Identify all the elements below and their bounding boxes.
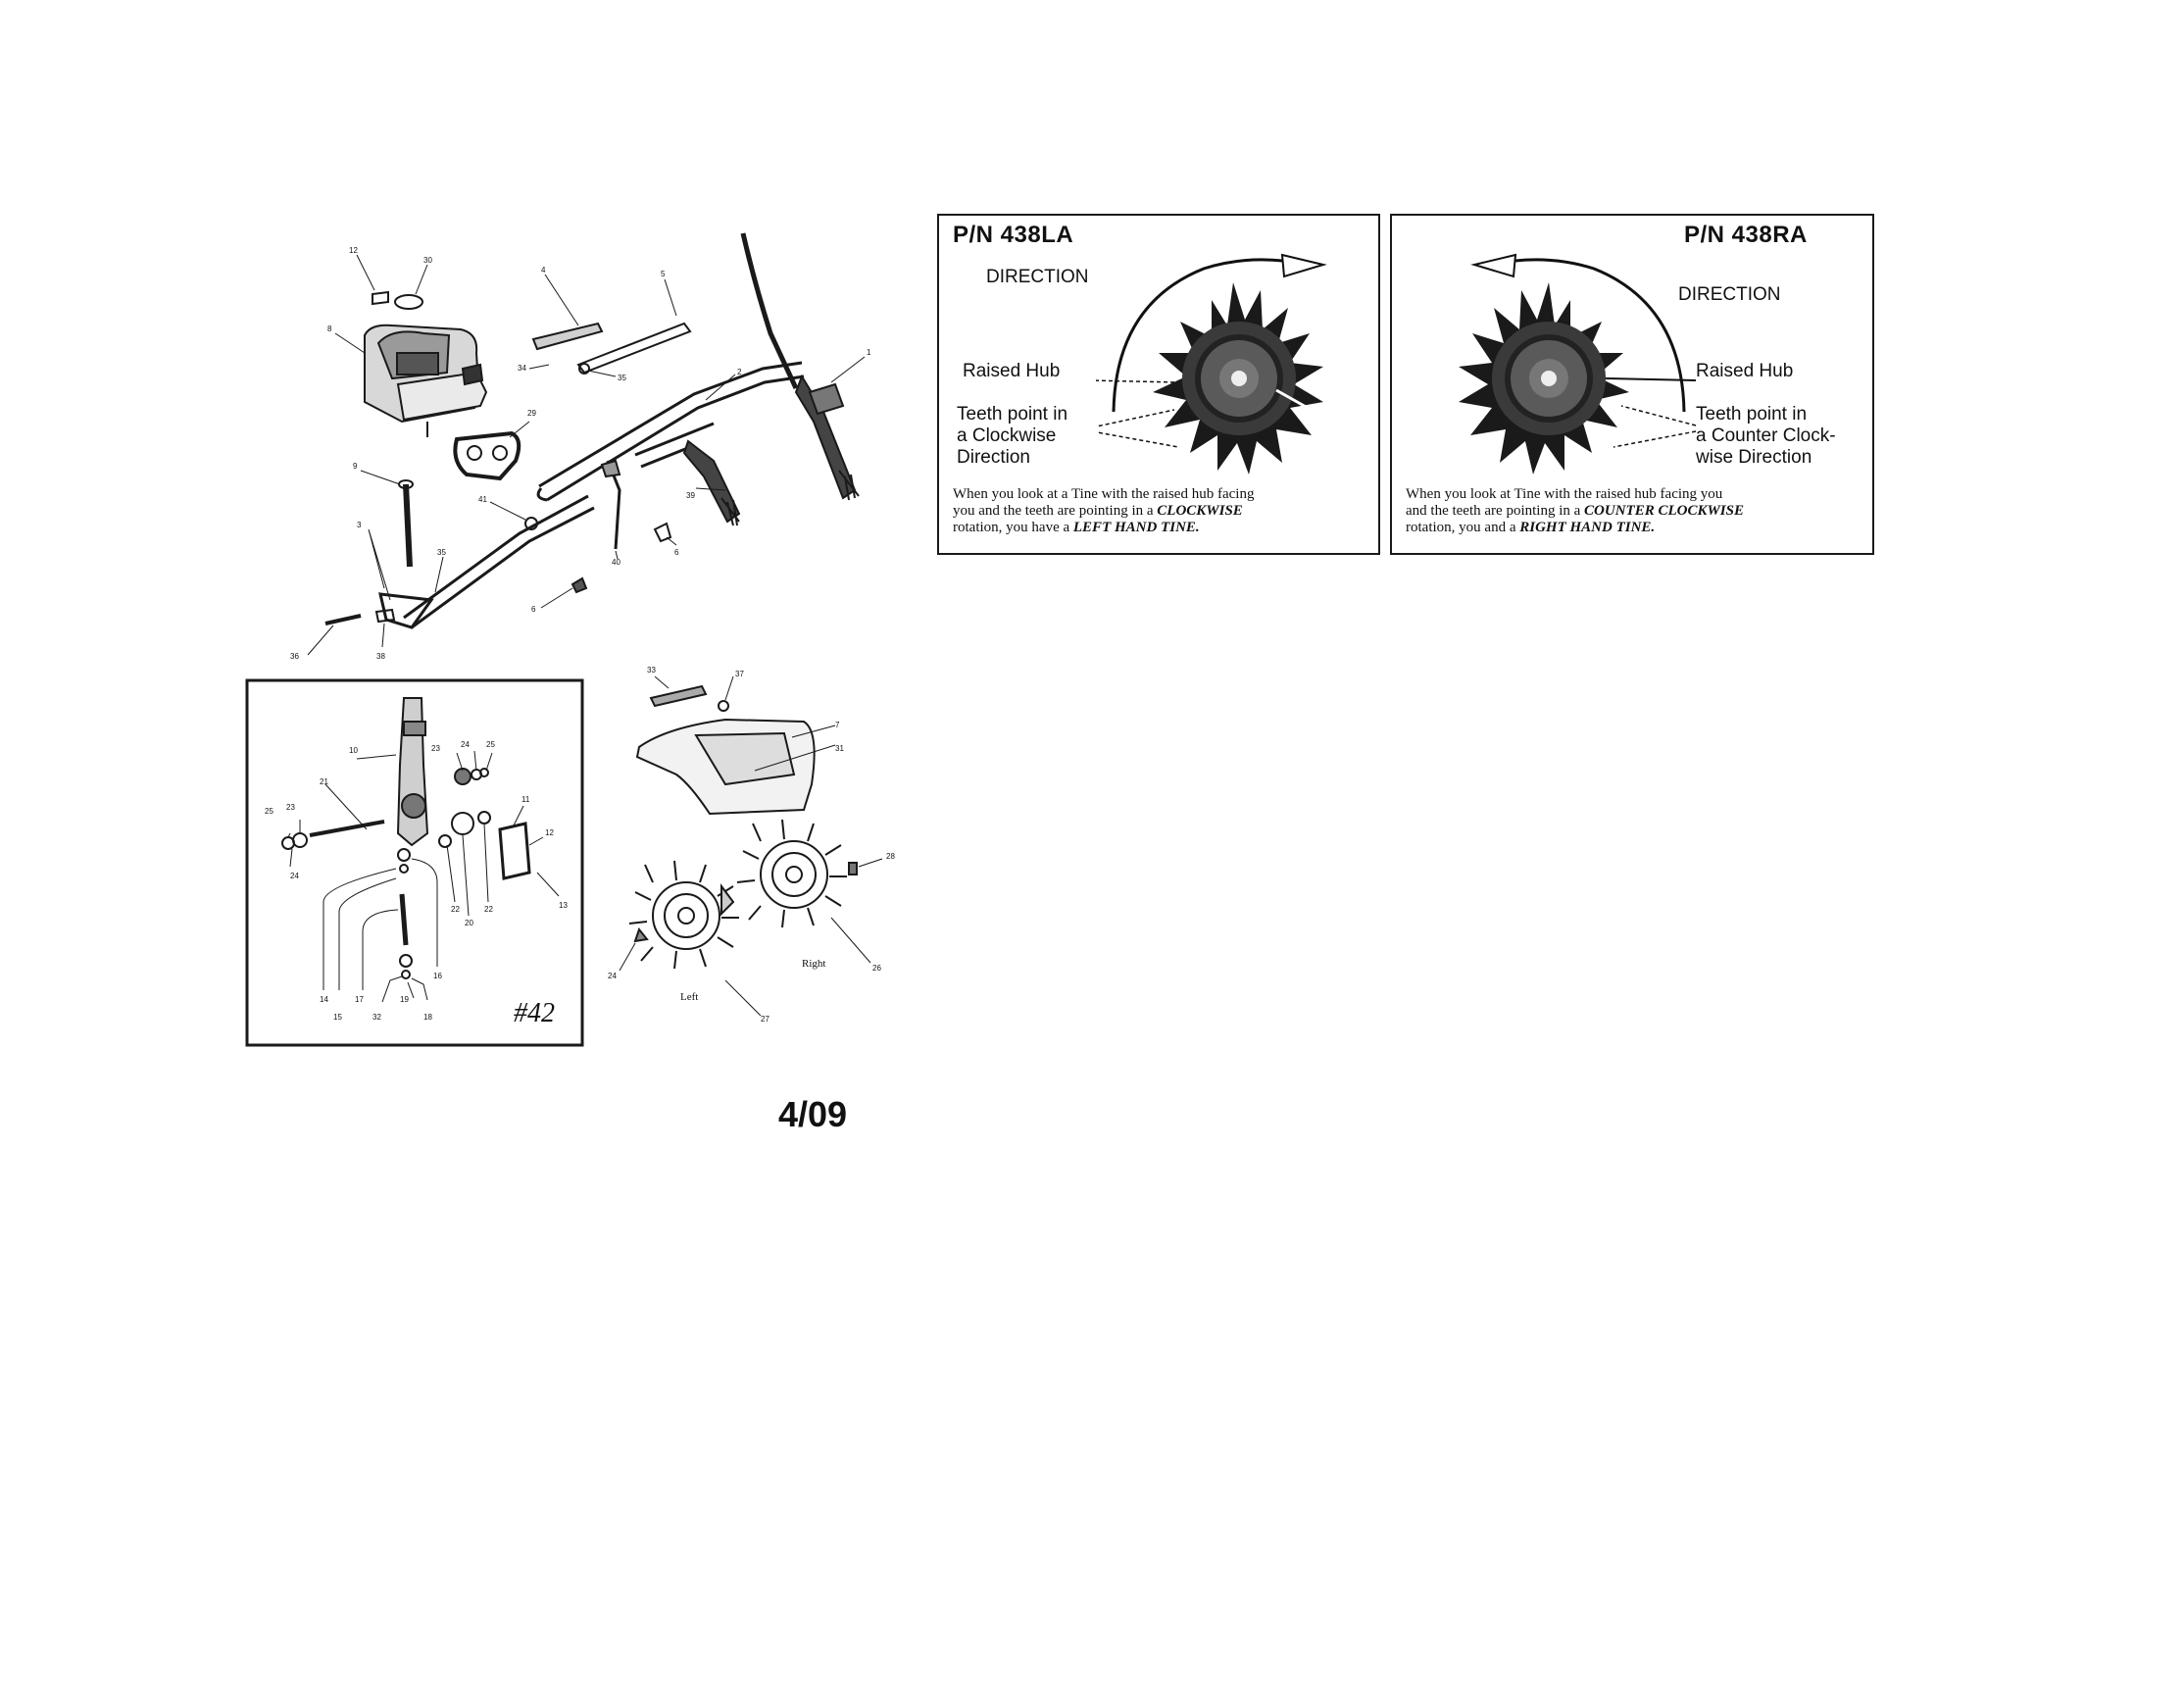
callout-23: 23	[431, 744, 440, 753]
callout-8: 8	[327, 325, 332, 333]
callout-12b: 12	[545, 828, 554, 837]
right-tine	[737, 820, 857, 927]
right-panel-hub-label: Raised Hub	[1696, 361, 1794, 381]
callout-25b: 25	[265, 807, 273, 816]
inset-label: #42	[514, 998, 555, 1028]
callout-24c: 24	[608, 972, 617, 980]
callout-36: 36	[290, 652, 299, 661]
left-panel-note: When you look at a Tine with the raised hub facing you and the teeth are pointing in a CLOCKWISE rotation, you have a LEFT HAND TINE.	[953, 486, 1255, 535]
callout-6b: 6	[531, 605, 536, 614]
left-panel-direction-label: DIRECTION	[986, 267, 1089, 287]
part-6b	[572, 578, 586, 592]
left-panel-teeth-line-1: Teeth point in	[957, 404, 1068, 425]
shield-part-4	[533, 324, 602, 349]
callout-16: 16	[433, 972, 442, 980]
callout-35: 35	[618, 374, 626, 382]
callout-7: 7	[835, 721, 840, 729]
left-panel-teeth-line-2: a Clockwise	[957, 425, 1057, 446]
callout-12: 12	[349, 246, 358, 255]
callout-28: 28	[886, 852, 895, 861]
right-panel-teeth-line-1: Teeth point in	[1696, 404, 1808, 425]
right-tine-gear-icon	[1459, 282, 1629, 475]
callout-10: 10	[349, 746, 358, 755]
callout-26: 26	[872, 964, 881, 973]
left-panel-part-number: P/N 438LA	[953, 222, 1074, 248]
right-tine-illustration	[1412, 235, 1706, 480]
right-direction-arrow-icon	[1474, 255, 1515, 276]
callout-33: 33	[647, 666, 656, 675]
right-tine-panel	[1390, 214, 1874, 555]
callout-24b: 24	[290, 872, 299, 880]
left-tine-gear-icon	[1153, 282, 1323, 475]
date-code: 4/09	[778, 1094, 848, 1134]
left-panel-hub-label: Raised Hub	[963, 361, 1061, 381]
right-tine-label: Right	[802, 958, 826, 970]
right-panel-note: When you look at Tine with the raised hub facing you and the teeth are pointing in a COUNTER CLOCKWISE rotation, you and a RIGHT HAND TINE.	[1406, 486, 1744, 535]
callout-27: 27	[761, 1015, 769, 1024]
left-tine-panel	[937, 214, 1380, 555]
part-12	[372, 292, 388, 304]
inset-transmission-box	[247, 680, 582, 1045]
callout-39: 39	[686, 491, 695, 500]
cover-part-11	[500, 824, 529, 878]
callout-22b: 22	[484, 905, 493, 914]
callout-20: 20	[465, 919, 473, 927]
callout-37: 37	[735, 670, 744, 678]
grip-part-1	[796, 376, 859, 500]
callout-22: 22	[451, 905, 460, 914]
exploded-parts-diagram	[0, 0, 941, 1078]
callout-25: 25	[486, 740, 495, 749]
callout-17: 17	[355, 995, 364, 1004]
callout-31: 31	[835, 744, 844, 753]
callout-38: 38	[376, 652, 385, 661]
callout-13: 13	[559, 901, 568, 910]
left-tine	[629, 861, 739, 969]
part-37	[719, 701, 728, 711]
callout-41: 41	[478, 495, 487, 504]
callout-11: 11	[521, 795, 530, 804]
gasket-part-29	[455, 433, 519, 478]
tine-shield-part-7	[637, 720, 815, 814]
callout-3: 3	[357, 521, 362, 529]
callout-6: 6	[674, 548, 679, 557]
callout-24: 24	[461, 740, 470, 749]
callout-18: 18	[423, 1013, 432, 1022]
callout-5: 5	[661, 270, 666, 278]
callout-1: 1	[867, 348, 871, 357]
gearcase-part-10	[398, 698, 427, 845]
callout-29: 29	[527, 409, 536, 418]
left-direction-arrow-icon	[1282, 255, 1323, 276]
worm-shaft-part-17	[402, 894, 406, 945]
left-tine-label: Left	[680, 991, 699, 1003]
callout-30: 30	[423, 256, 432, 265]
grip-part-39	[684, 441, 739, 525]
right-panel-teeth-line-3: wise Direction	[1696, 447, 1812, 468]
callout-15: 15	[333, 1013, 342, 1022]
callout-4: 4	[541, 266, 546, 275]
right-panel-teeth-line-2: a Counter Clock-	[1696, 425, 1836, 446]
right-panel-direction-label: DIRECTION	[1678, 284, 1781, 305]
callout-21: 21	[320, 777, 328, 786]
gear-part-20	[452, 813, 473, 834]
callout-23b: 23	[286, 803, 295, 812]
part-30	[395, 295, 422, 309]
left-panel-teeth-line-3: Direction	[957, 447, 1030, 468]
left-tine-illustration	[1096, 235, 1380, 480]
right-panel-part-number: P/N 438RA	[1684, 222, 1808, 248]
tube-part-9	[406, 484, 410, 567]
callout-35b: 35	[437, 548, 446, 557]
callout-32: 32	[372, 1013, 381, 1022]
callout-9: 9	[353, 462, 358, 471]
callout-14: 14	[320, 995, 328, 1004]
strip-part-33	[651, 686, 706, 706]
callout-34: 34	[518, 364, 526, 373]
engine	[365, 325, 486, 437]
shaft-part-21	[310, 822, 384, 835]
callout-2: 2	[737, 368, 742, 376]
bolt-part-36	[325, 616, 361, 624]
callout-19: 19	[400, 995, 409, 1004]
callout-40: 40	[612, 558, 620, 567]
